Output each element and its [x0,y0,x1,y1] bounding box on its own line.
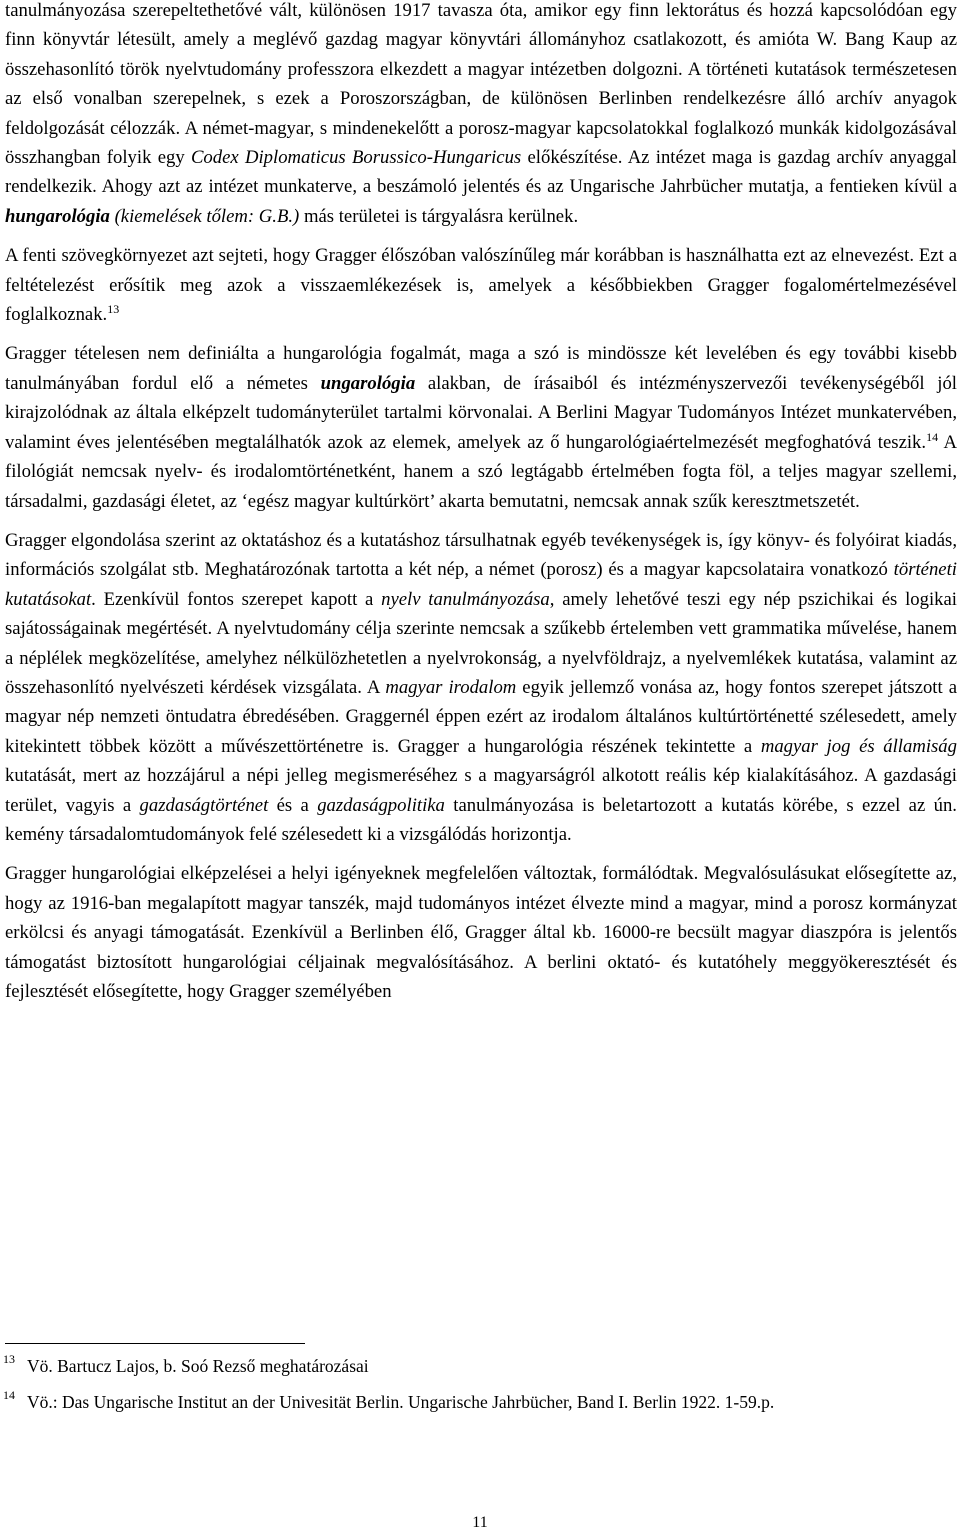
text-run: A filológiát nemcsak nyelv- és irodalomtörténetként, hanem a szó legtágabb értelmében fogta föl, a teljes magyar szellemi, társadalmi, gazdasági életet, az ‘egész magyar kultúrkört’ akarta bemutatni, nemcsak annak szűk keresztmetszetét. [5,431,957,512]
text-run: más területei is tárgyalásra kerülnek. [299,205,579,227]
text-run: tanulmányozása is beletartozott a kutatás körébe, s ezzel az ún. kemény társadalomtudományok felé szélesedett ki a vizsgálódás horizontja. [5,794,957,845]
footnote-number: 13 [3,1352,15,1366]
page-body [5,0,957,1006]
text-run: , amely lehetővé teszi egy nép pszichikai és logikai sajátosságainak megértését. A nyelvtudomány célja szerinte nemcsak a szűkebb értelemben vett grammatika művelése, hanem a néplélek megközelítése, amelyhez nélkülözhetetlen a nyelvrokonság, a nyelvföldrajz, a nyelvemlékek kutatása, valamint az összehasonlító nyelvészeti kérdések vizsgálata. A [5,588,957,698]
italic-text: történeti kutatásokat [5,559,957,610]
italic-text: magyar jog és államiság [760,735,957,757]
text-run: és a [268,794,318,816]
paragraph-3 [5,339,957,515]
paragraph-2 [5,241,957,329]
footnote-reference: 13 [107,302,120,317]
footnote-number: 14 [3,1388,15,1402]
paragraph-4 [5,526,957,849]
text-run: . Ezenkívül fontos szerepet kapott a [91,588,382,610]
text-run: Gragger hungarológiai elképzelései a helyi igényeknek megfelelően változtak, formálódtak. Megvalósulásukat elősegítette az, hogy az 1916-ban megalapított magyar tanszék, majd tudományos intézet élvezte mind a magyar, mind a porosz kormányzat erkölcsi és anyagi támogatását. Ezenkívül a Berlinben élő, Gragger által kb. 16000-re becsült magyar diaszpóra is jelentős támogatást biztosított hungarológiai céljainak megvalósításához. A berlini oktató- és kutatóhely meggyökeresztését és fejlesztését elősegítette, hogy Gragger személyében [5,863,957,1002]
text-run: Gragger tételesen nem definiálta a hungarológia fogalmát, maga a szó is mindössze két levelében és egy további kisebb tanulmányában fordul elő a németes [5,343,957,394]
italic-text: (kiemelések tőlem: G.B.) [114,205,300,227]
footnote-14 [5,1388,957,1416]
footnote-13 [5,1352,957,1380]
page-number: 11 [472,1514,488,1531]
text-run: tanulmányozása szerepeltethetővé vált, különösen 1917 tavasza óta, amikor egy finn lektorátus és hozzá kapcsolódóan egy finn könyvtár létesült, amely a meglévő gazdag magyar könyvtári állományhoz csatlakozott, és amióta W. Bang Kaup az összehasonlító török nyelvtudomány professzora elkezdett a magyar intézetben dolgozni. A történeti kutatások természetesen az első vonalban szerepelnek, s ezek a Poroszországban, de különösen Berlinben rendelkezésre álló archív anyagok feldolgozását célozzák. A német-magyar, s mindenekelőtt a porosz-magyar kapcsolatokkal foglalkozó munkák kidolgozásával összhangban folyik egy [5,0,957,169]
bold-italic-term: ungarológia [320,372,416,394]
text-run: kutatását, mert az hozzájárul a népi jelleg megismeréséhez s a magyarságról alkotott reális kép kialakításához. A gazdasági terület, vagyis a [5,765,957,816]
text-run: alakban, de írásaiból és intézményszervezői tevékenységéből jól kirajzolódnak az általa elképzelt tudományterület tartalmi körvonalai. A Berlini Magyar Tudományos Intézet munkatervében, valamint éves jelentésében megtalálhatók azok az elemek, amelyek az ő hungarológiaértelmezését megfoghatóvá teszik. [5,372,958,453]
italic-text: gazdaságpolitika [317,794,445,816]
text-run: előkészítése. Az intézet maga is gazdag archív anyaggal rendelkezik. Ahogy azt az intézet munkaterve, a beszámoló jelentés és az Ungarische Jahrbücher mutatja, a fentieken kívül a [5,147,957,198]
footnote-reference: 14 [926,429,939,444]
text-run: A fenti szövegkörnyezet azt sejteti, hogy Gragger élőszóban valószínűleg már korábban is használhatta ezt az elnevezést. Ezt a feltételezést erősítik meg azok a visszaemlékezések is, amelyek a későbbiekben Gragger fogalomértelmezésével foglalkoznak. [5,245,957,326]
text-run: egyik jellemző vonása az, hogy fontos szerepet játszott a magyar nép nemzeti öntudatra ébredésében. Graggernél éppen ezért az irodalom általános kultúrtörténetté szélesedett, amely kitekintett többek között a művészettörténetre is. Gragger a hungarológia részének tekintette a [5,676,957,757]
footnote-separator [5,1343,305,1344]
footnotes [5,1352,957,1416]
italic-text: magyar irodalom [385,676,517,698]
bold-italic-term: hungarológia [5,205,110,227]
footnote-text: Vö.: Das Ungarische Institut an der Univesität Berlin. Ungarische Jahrbücher, Band I. Berlin 1922. 1-59.p. [27,1392,775,1412]
italic-text: gazdaságtörténet [139,794,269,816]
paragraph-1 [5,0,957,231]
footnote-text: Vö. Bartucz Lajos, b. Soó Rezső meghatározásai [27,1356,369,1376]
paragraph-5 [5,859,957,1006]
text-run: Gragger elgondolása szerint az oktatáshoz és a kutatáshoz társulhatnak egyéb tevékenységek is, így könyv- és folyóirat kiadás, információs szolgálat stb. Meghatározónak tartotta a két nép, a német (porosz) és a magyar kapcsolataira vonatkozó [5,529,957,581]
italic-text: nyelv tanulmányozása [381,588,550,610]
italic-text: Codex Diplomaticus Borussico-Hungaricus [190,147,522,169]
